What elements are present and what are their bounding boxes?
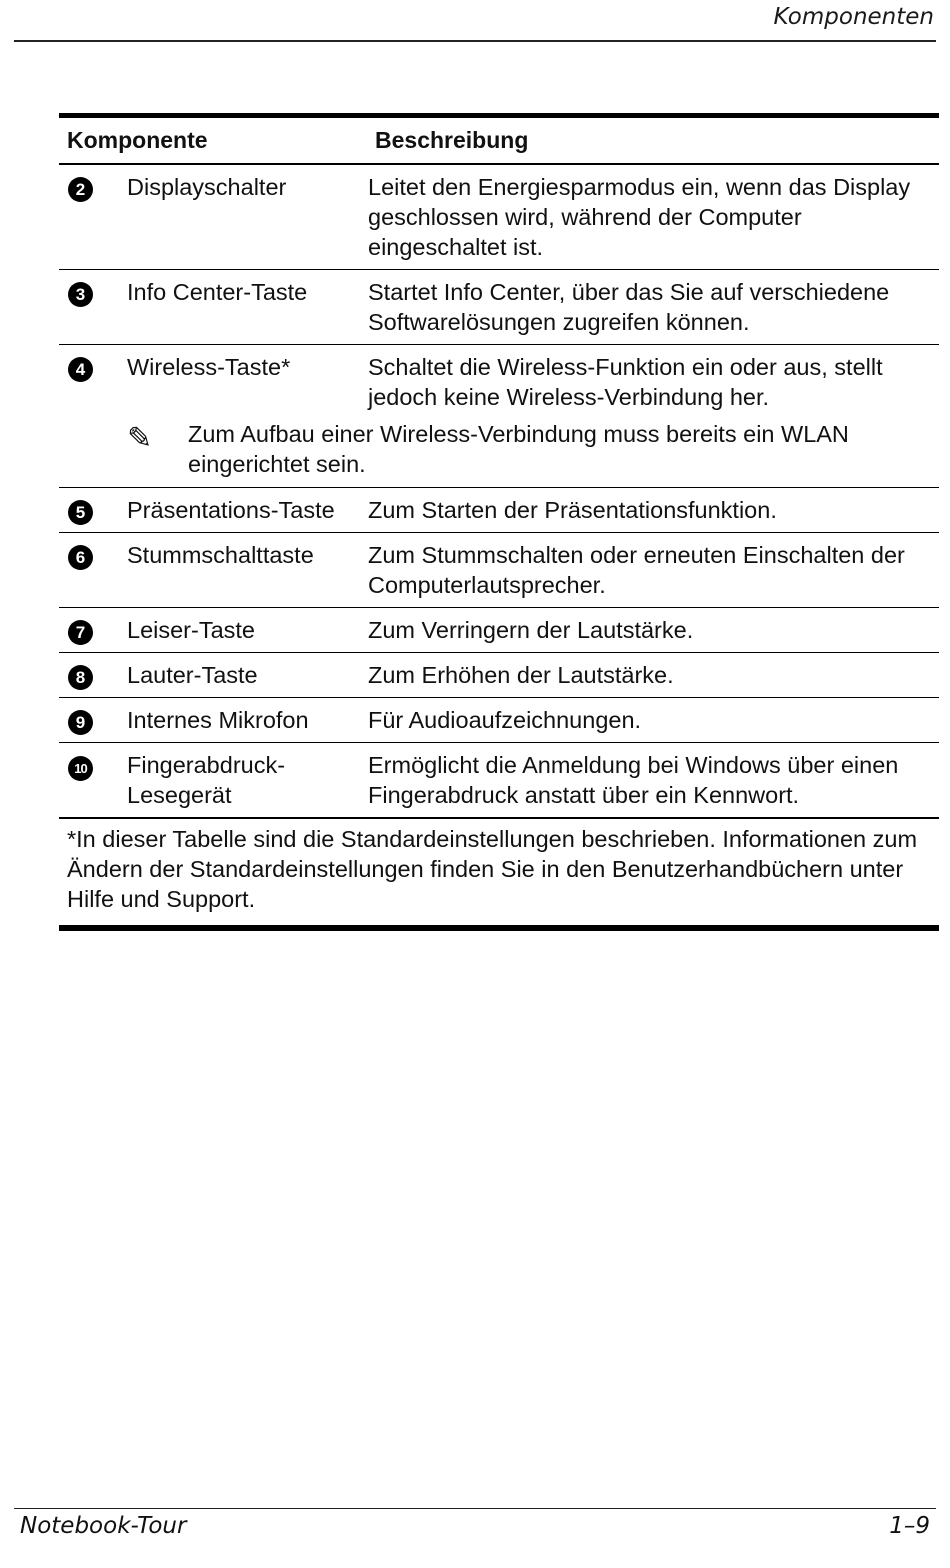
running-header-title: Komponenten — [773, 4, 934, 30]
callout-number-badge: 7 — [68, 620, 93, 645]
component-table — [59, 113, 939, 931]
table-note — [59, 419, 939, 488]
component-description: Leitet den Energiesparmodus ein, wenn das Display geschlossen wird, während der Computer eingeschaltet ist. — [368, 174, 911, 260]
callout-number-badge: 10 — [68, 756, 93, 781]
table-header — [59, 118, 939, 165]
table-row — [59, 608, 939, 653]
table-footnote: *In dieser Tabelle sind die Standardeinstellungen beschrieben. Informationen zum Ändern der Standardeinstellungen finden Sie in den Benutzerhandbüchern unter Hilfe und Support. — [59, 818, 939, 925]
header-rule — [14, 40, 936, 42]
table-row — [59, 488, 939, 533]
page-number: 1–9 — [889, 1513, 930, 1539]
column-header-description: Beschreibung — [375, 127, 529, 153]
component-name: Fingerabdruck-Lesegerät — [127, 752, 286, 808]
component-name: Internes Mikrofon — [127, 707, 309, 733]
component-description: Für Audioaufzeichnungen. — [368, 707, 642, 733]
table-row — [59, 743, 939, 819]
callout-number-badge: 3 — [68, 282, 93, 307]
table-row — [59, 270, 939, 345]
callout-number-badge: 2 — [68, 177, 93, 202]
component-name: Wireless-Taste* — [127, 354, 291, 380]
footer-chapter-title: Notebook-Tour — [20, 1513, 187, 1539]
component-name: Info Center-Taste — [127, 279, 308, 305]
note-text: Zum Aufbau einer Wireless-Verbindung muss bereits ein WLAN eingerichtet sein. — [188, 421, 849, 477]
column-header-component: Komponente — [67, 127, 208, 153]
callout-number-badge: 8 — [68, 665, 93, 690]
component-name: Leiser-Taste — [127, 617, 255, 643]
component-description: Startet Info Center, über das Sie auf verschiedene Softwarelösungen zugreifen können. — [368, 279, 890, 335]
footer-rule — [14, 1508, 936, 1509]
table-row — [59, 698, 939, 743]
callout-number-badge: 6 — [68, 545, 93, 570]
component-description: Zum Stummschalten oder erneuten Einschalten der Computerlautsprecher. — [368, 542, 905, 598]
callout-number-badge: 5 — [68, 500, 93, 525]
component-name: Stummschalttaste — [127, 542, 314, 568]
table-row — [59, 533, 939, 608]
callout-number-badge: 4 — [68, 357, 93, 382]
component-description: Zum Starten der Präsentationsfunktion. — [368, 497, 777, 523]
component-name: Lauter-Taste — [127, 662, 258, 688]
callout-number-badge: 9 — [68, 710, 93, 735]
table-row — [59, 165, 939, 270]
pencil-note-icon: ✎ — [127, 422, 153, 455]
table-row — [59, 653, 939, 698]
component-description: Ermöglicht die Anmeldung bei Windows über einen Fingerabdruck anstatt über ein Kennwort. — [368, 752, 899, 808]
component-name: Präsentations-Taste — [127, 497, 335, 523]
component-name: Displayschalter — [127, 174, 287, 200]
table-row — [59, 345, 939, 419]
component-description: Schaltet die Wireless-Funktion ein oder aus, stellt jedoch keine Wireless-Verbindung her. — [368, 354, 883, 410]
component-description: Zum Erhöhen der Lautstärke. — [368, 662, 674, 688]
component-description: Zum Verringern der Lautstärke. — [368, 617, 694, 643]
